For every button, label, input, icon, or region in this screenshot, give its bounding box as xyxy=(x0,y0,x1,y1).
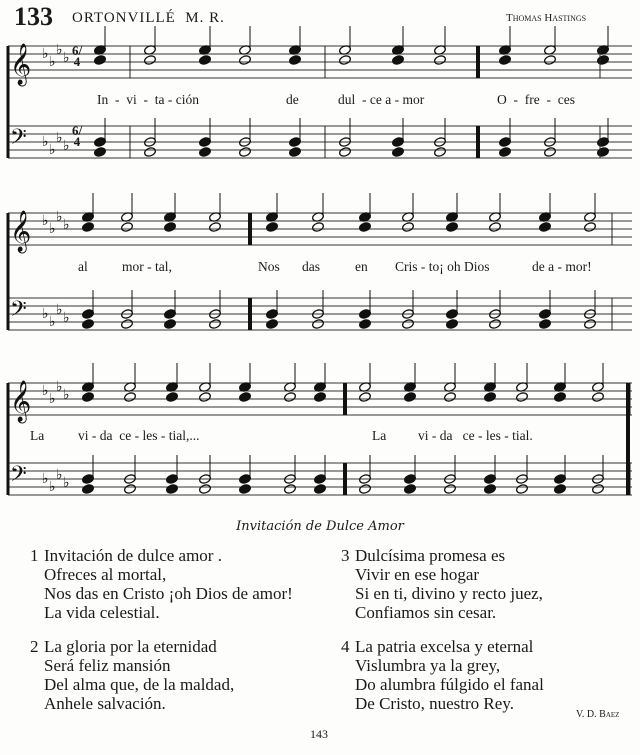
notehead xyxy=(597,55,610,66)
verse-number: 3 xyxy=(341,546,350,565)
notehead xyxy=(434,55,447,66)
notehead xyxy=(124,484,137,495)
notehead xyxy=(584,319,597,330)
notehead xyxy=(166,392,179,403)
notehead xyxy=(164,319,177,330)
notehead xyxy=(434,147,447,158)
notehead xyxy=(164,222,177,233)
notehead xyxy=(121,319,134,330)
lyric: In - vi - ta - ción xyxy=(97,92,199,107)
verse-line: Invitación de dulce amor . xyxy=(44,546,222,565)
flat-sign: ♭ xyxy=(49,479,56,495)
flat-sign: ♭ xyxy=(63,387,70,403)
verse-line: Será feliz mansión xyxy=(44,656,171,675)
flat-sign: ♭ xyxy=(56,209,63,225)
notehead xyxy=(82,319,95,330)
page-number: 143 xyxy=(310,727,328,741)
verse-line: De Cristo, nuestro Rey. xyxy=(355,694,514,713)
notehead xyxy=(82,222,95,233)
verse-number: 2 xyxy=(30,637,39,656)
treble-clef: 𝄞 xyxy=(10,211,32,252)
notehead xyxy=(359,484,372,495)
lyric: O - fre - ces xyxy=(497,92,575,107)
verse-line: La patria excelsa y eternal xyxy=(355,637,534,656)
notehead xyxy=(289,147,302,158)
notehead xyxy=(94,147,107,158)
notehead xyxy=(209,222,222,233)
notehead xyxy=(239,392,252,403)
notehead xyxy=(199,55,212,66)
notehead xyxy=(266,222,279,233)
lyric: dul - ce a - mor xyxy=(338,92,425,107)
notehead xyxy=(359,222,372,233)
flat-sign: ♭ xyxy=(63,475,70,491)
treble-clef: 𝄞 xyxy=(10,381,32,422)
notehead xyxy=(402,319,415,330)
notehead xyxy=(597,147,610,158)
lyric: de a - mor! xyxy=(532,259,592,274)
flat-sign: ♭ xyxy=(42,46,49,62)
notehead xyxy=(199,484,212,495)
notehead xyxy=(239,147,252,158)
verse-number: 4 xyxy=(341,637,350,656)
verse-number: 1 xyxy=(30,546,39,565)
notehead xyxy=(402,222,415,233)
flat-sign: ♭ xyxy=(56,379,63,395)
lyric: mor - tal, xyxy=(122,259,172,274)
notehead xyxy=(544,55,557,66)
notehead xyxy=(82,392,95,403)
lyric: Nos xyxy=(258,259,280,274)
notehead xyxy=(314,392,327,403)
hymn-caption: Invitación de Dulce Amor xyxy=(236,519,404,534)
verse-4 xyxy=(341,637,544,713)
notehead xyxy=(516,392,529,403)
flat-sign: ♭ xyxy=(56,42,63,58)
notehead xyxy=(199,392,212,403)
notehead xyxy=(312,222,325,233)
flat-sign: ♭ xyxy=(49,221,56,237)
lyric: en xyxy=(355,259,368,274)
verse-1 xyxy=(30,546,293,622)
notehead xyxy=(404,484,417,495)
flat-sign: ♭ xyxy=(42,306,49,322)
flat-sign: ♭ xyxy=(63,217,70,233)
bass-clef: 𝄢 xyxy=(10,125,27,155)
notehead xyxy=(289,55,302,66)
notehead xyxy=(239,484,252,495)
flat-sign: ♭ xyxy=(49,314,56,330)
notehead xyxy=(312,319,325,330)
verse-line: Dulcísima promesa es xyxy=(355,546,506,565)
notehead xyxy=(444,392,457,403)
time-signature-treble: 6/4 xyxy=(72,43,83,69)
notehead xyxy=(82,484,95,495)
flat-sign: ♭ xyxy=(63,138,70,154)
hymn-number: 133 xyxy=(14,2,53,31)
lyric: vi - da ce - les - tial,... xyxy=(78,428,200,443)
verse-line: Del alma que, de la maldad, xyxy=(44,675,235,694)
notehead xyxy=(554,484,567,495)
flat-sign: ♭ xyxy=(63,310,70,326)
notehead xyxy=(266,319,279,330)
verse-line: Vislumbra ya la grey, xyxy=(355,656,501,675)
flat-sign: ♭ xyxy=(56,130,63,146)
verse-line: La gloria por la eternidad xyxy=(44,637,217,656)
notehead xyxy=(446,222,459,233)
notehead xyxy=(554,392,567,403)
verse-line: Ofreces al mortal, xyxy=(44,565,167,584)
flat-sign: ♭ xyxy=(49,142,56,158)
notehead xyxy=(392,55,405,66)
flat-sign: ♭ xyxy=(42,471,49,487)
tune-name: ORTONVILLÉ M. R. xyxy=(72,10,225,26)
notehead xyxy=(124,392,137,403)
bass-clef: 𝄢 xyxy=(10,462,27,492)
lyric: vi - da ce - les - tial. xyxy=(418,428,533,443)
notehead xyxy=(94,55,107,66)
treble-clef: 𝄞 xyxy=(10,44,32,85)
notehead xyxy=(284,484,297,495)
notehead xyxy=(489,222,502,233)
flat-sign: ♭ xyxy=(56,302,63,318)
notehead xyxy=(392,147,405,158)
flat-sign: ♭ xyxy=(63,50,70,66)
verse-line: La vida celestial. xyxy=(44,603,160,622)
notehead xyxy=(339,147,352,158)
notehead xyxy=(499,55,512,66)
notehead xyxy=(121,222,134,233)
lyric: das xyxy=(302,259,320,274)
notehead xyxy=(239,55,252,66)
notehead xyxy=(592,484,605,495)
flat-sign: ♭ xyxy=(56,467,63,483)
verse-line: Vivir en ese hogar xyxy=(355,565,480,584)
notehead xyxy=(584,222,597,233)
notehead xyxy=(314,484,327,495)
lyric: de xyxy=(286,92,299,107)
notehead xyxy=(489,319,502,330)
notehead xyxy=(499,147,512,158)
verse-3 xyxy=(341,546,543,622)
notehead xyxy=(539,222,552,233)
flat-sign: ♭ xyxy=(49,391,56,407)
notehead xyxy=(544,147,557,158)
notehead xyxy=(359,392,372,403)
notehead xyxy=(484,484,497,495)
lyricist: V. D. Baez xyxy=(576,709,620,720)
notehead xyxy=(539,319,552,330)
notehead xyxy=(284,392,297,403)
bass-clef: 𝄢 xyxy=(10,297,27,327)
notehead xyxy=(592,392,605,403)
flat-sign: ♭ xyxy=(49,54,56,70)
notehead xyxy=(444,484,457,495)
lyric: La xyxy=(372,428,387,443)
notehead xyxy=(339,55,352,66)
verse-line: Confiamos sin cesar. xyxy=(355,603,497,622)
notehead xyxy=(516,484,529,495)
notehead xyxy=(446,319,459,330)
notehead xyxy=(404,392,417,403)
verse-line: Nos das en Cristo ¡oh Dios de amor! xyxy=(44,584,293,603)
verse-2 xyxy=(30,637,234,713)
notehead xyxy=(484,392,497,403)
lyric: al xyxy=(78,259,88,274)
notehead xyxy=(359,319,372,330)
verse-line: Si en ti, divino y recto juez, xyxy=(355,584,543,603)
notehead xyxy=(199,147,212,158)
notehead xyxy=(144,55,157,66)
time-signature-bass: 6/4 xyxy=(72,123,83,149)
notehead xyxy=(209,319,222,330)
verse-line: Do alumbra fúlgido el fanal xyxy=(355,675,544,694)
lyric: La xyxy=(30,428,45,443)
notehead xyxy=(166,484,179,495)
verse-line: Anhele salvación. xyxy=(44,694,166,713)
flat-sign: ♭ xyxy=(42,134,49,150)
composer: Thomas Hastings xyxy=(506,12,587,24)
notehead xyxy=(144,147,157,158)
lyric: Cris - to¡ oh Dios xyxy=(395,259,490,274)
flat-sign: ♭ xyxy=(42,383,49,399)
flat-sign: ♭ xyxy=(42,213,49,229)
